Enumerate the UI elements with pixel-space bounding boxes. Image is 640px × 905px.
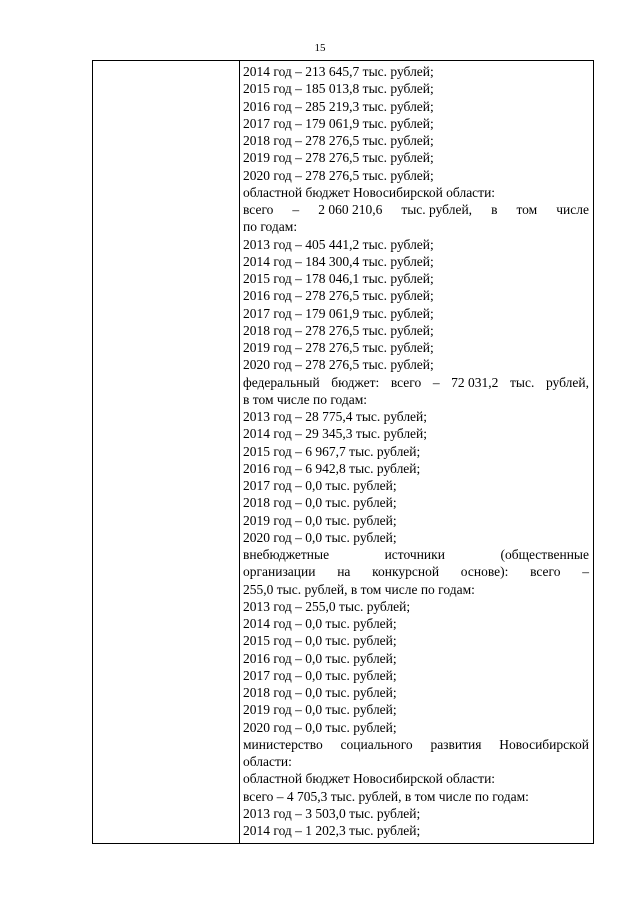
- text-line: 2016 год – 278 276,5 тыс. рублей;: [243, 288, 434, 304]
- text-word: –: [432, 374, 440, 390]
- text-line: 2018 год – 0,0 тыс. рублей;: [243, 685, 397, 700]
- text-word: развития: [430, 736, 482, 752]
- text-word: том: [516, 202, 538, 217]
- text-line: 2019 год – 0,0 тыс. рублей;: [243, 512, 397, 528]
- text-line: 2013 год – 405 441,2 тыс. рублей;: [243, 236, 434, 252]
- text-line: 2014 год – 184 300,4 тыс. рублей;: [243, 253, 434, 269]
- text-line: 2016 год – 0,0 тыс. рублей;: [243, 650, 397, 666]
- text-word: внебюджетные: [243, 547, 330, 562]
- justified-text-line: [243, 546, 589, 563]
- text-line: 2015 год – 178 046,1 тыс. рублей;: [243, 271, 434, 286]
- document-table: [92, 60, 594, 844]
- text-line: 2015 год – 185 013,8 тыс. рублей;: [243, 81, 434, 97]
- text-word: 2 060 210,6: [318, 202, 383, 217]
- text-word: бюджет:: [331, 374, 380, 390]
- text-word: тыс.: [510, 374, 535, 390]
- table-cell-left: [93, 61, 239, 843]
- text-line: всего – 4 705,3 тыс. рублей, в том числе по годам:: [243, 788, 529, 804]
- text-word: тыс. рублей,: [401, 202, 473, 217]
- text-line: 2014 год – 29 345,3 тыс. рублей;: [243, 426, 428, 442]
- text-line: 2014 год – 1 202,3 тыс. рублей;: [243, 823, 421, 838]
- text-line: 2017 год – 179 061,9 тыс. рублей;: [243, 305, 434, 321]
- text-word: всего: [530, 564, 561, 580]
- text-line: 2013 год – 3 503,0 тыс. рублей;: [243, 805, 421, 821]
- text-line: 2018 год – 0,0 тыс. рублей;: [243, 495, 397, 511]
- text-line: 2016 год – 6 942,8 тыс. рублей;: [243, 460, 421, 476]
- text-line: 2019 год – 278 276,5 тыс. рублей;: [243, 150, 434, 166]
- text-word: 72 031,2: [451, 374, 499, 390]
- justified-text-line: [243, 563, 589, 580]
- text-line: 2015 год – 0,0 тыс. рублей;: [243, 633, 397, 649]
- text-line: 2017 год – 0,0 тыс. рублей;: [243, 478, 397, 493]
- column-divider: [239, 61, 240, 843]
- text-line: 2020 год – 278 276,5 тыс. рублей;: [243, 357, 434, 373]
- text-word: (общественные: [500, 547, 589, 562]
- text-line: области:: [243, 754, 292, 769]
- text-line: по годам:: [243, 219, 298, 235]
- text-word: федеральный: [243, 374, 320, 390]
- justified-text-line: [243, 374, 589, 391]
- text-word: –: [292, 202, 300, 217]
- text-word: организации: [243, 564, 316, 580]
- text-line: 2018 год – 278 276,5 тыс. рублей;: [243, 322, 434, 338]
- text-word: на: [337, 564, 351, 580]
- text-word: источники: [384, 547, 445, 562]
- text-line: 2013 год – 255,0 тыс. рублей;: [243, 598, 411, 614]
- text-word: всего: [243, 202, 274, 217]
- text-line: 2019 год – 0,0 тыс. рублей;: [243, 702, 397, 718]
- text-line: 2018 год – 278 276,5 тыс. рублей;: [243, 133, 434, 148]
- text-line: областной бюджет Новосибирской области:: [243, 771, 496, 787]
- text-line: 2019 год – 278 276,5 тыс. рублей;: [243, 340, 434, 355]
- text-word: рублей,: [545, 374, 589, 390]
- text-line: 2017 год – 0,0 тыс. рублей;: [243, 667, 397, 683]
- text-line: 2020 год – 0,0 тыс. рублей;: [243, 719, 397, 735]
- justified-text-line: [243, 201, 589, 218]
- text-word: министерство: [243, 736, 323, 752]
- text-line: в том числе по годам:: [243, 391, 368, 407]
- text-line: областной бюджет Новосибирской области:: [243, 184, 496, 200]
- text-word: всего: [390, 374, 422, 390]
- text-word: конкурсной: [372, 564, 440, 580]
- text-word: социального: [340, 736, 413, 752]
- text-line: 2017 год – 179 061,9 тыс. рублей;: [243, 115, 434, 131]
- text-line: 2016 год – 285 219,3 тыс. рублей;: [243, 98, 434, 114]
- text-line: 2020 год – 0,0 тыс. рублей;: [243, 529, 397, 545]
- text-word: в: [491, 202, 498, 217]
- justified-text-line: [243, 736, 589, 753]
- text-line: 2014 год – 0,0 тыс. рублей;: [243, 616, 397, 631]
- table-cell-right: [243, 63, 589, 839]
- page-number: 15: [314, 42, 326, 54]
- text-word: числе: [556, 202, 589, 217]
- text-word: Новосибирской: [499, 736, 589, 752]
- text-word: основе):: [460, 564, 509, 580]
- text-line: 255,0 тыс. рублей, в том числе по годам:: [243, 581, 475, 597]
- text-line: 2013 год – 28 775,4 тыс. рублей;: [243, 409, 428, 424]
- text-line: 2020 год – 278 276,5 тыс. рублей;: [243, 167, 434, 183]
- text-line: 2014 год – 213 645,7 тыс. рублей;: [243, 64, 434, 79]
- text-word: –: [582, 564, 589, 580]
- text-line: 2015 год – 6 967,7 тыс. рублей;: [243, 443, 421, 459]
